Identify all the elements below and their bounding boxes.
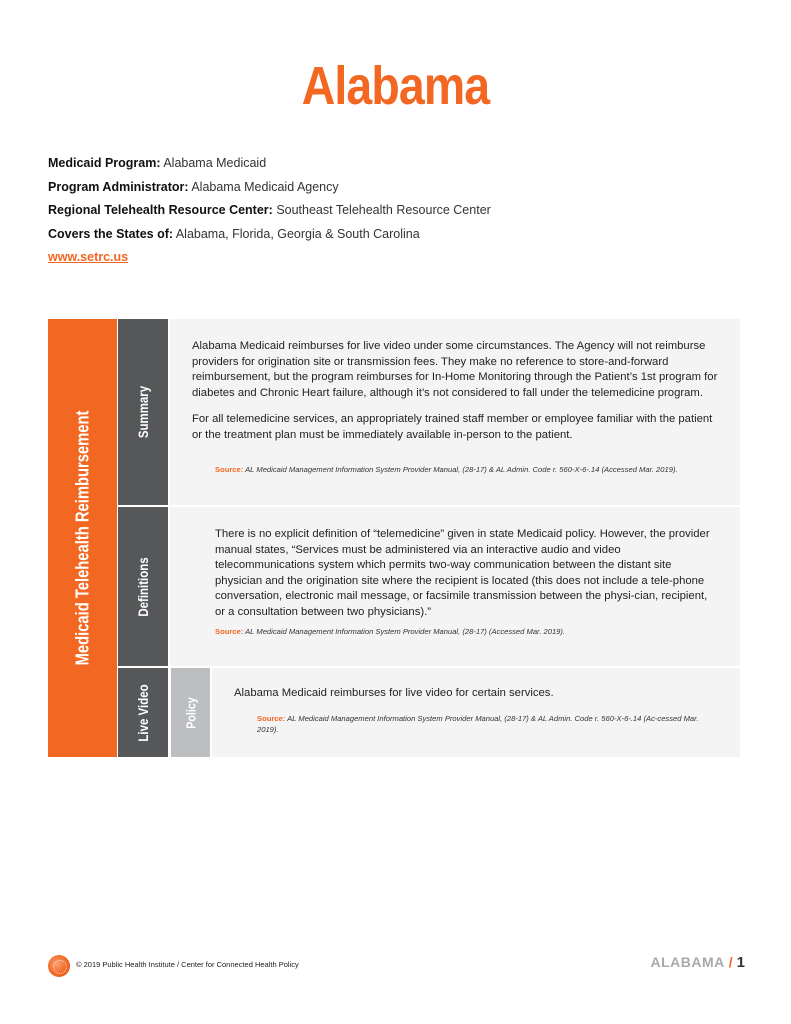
source-text: AL Medicaid Management Information System Provider Manual, (28-17) (Accessed Mar. 2019).	[243, 627, 566, 636]
live-video-paragraph: Alabama Medicaid reimburses for live video for certain services.	[234, 687, 554, 699]
summary-paragraph: Alabama Medicaid reimburses for live video under some circumstances. The Agency will not reimburse providers for origination site or transmission fees. They make no reference to store-and-forward reimbursement, but the program reimburses for In-Home Monitoring through the Patient’s 1st program for diabetes and Chronic Heart failure, although it’s not considered to fall under the telemedicine program.	[192, 340, 718, 399]
definitions-paragraph: There is no explicit definition of “telemedicine” given in state Medicaid policy. However, the provider manual states, “Services must be administered via an interactive audio and video telecommunications system which permits two-way communication between the distant site physician and the origination site where the recipient is located (this does not include a tele-phone conversation, electronic mail message, or facsimile transmission between the physi-cian, recipient, or a consultation between two physicians).”	[215, 528, 710, 618]
definitions-body	[215, 527, 720, 620]
side-label-bar	[48, 319, 117, 757]
meta-value: Alabama Medicaid Agency	[191, 179, 339, 194]
meta-value: Southeast Telehealth Resource Center	[276, 203, 491, 217]
footer-copyright: © 2019 Public Health Institute / Center for Connected Health Policy	[76, 960, 299, 969]
summary-source	[215, 465, 720, 476]
footer-state: ALABAMA	[650, 954, 725, 970]
program-info	[48, 152, 491, 270]
definitions-panel	[170, 507, 740, 666]
policy-label: Policy	[183, 696, 198, 729]
definitions-source	[215, 627, 720, 638]
summary-panel	[170, 319, 740, 505]
page-title: Alabama	[301, 56, 490, 116]
meta-key: Program Administrator:	[48, 179, 189, 194]
resource-center-row	[48, 199, 491, 223]
source-label: Source:	[215, 627, 244, 636]
meta-value: Alabama, Florida, Georgia & South Carolina	[175, 226, 420, 241]
source-label: Source:	[257, 714, 286, 723]
side-label: Medicaid Telehealth Reimbursement	[72, 410, 92, 666]
live-video-tab	[118, 668, 168, 757]
live-video-source	[257, 714, 717, 735]
meta-value: Alabama Medicaid	[163, 156, 267, 170]
live-video-panel	[212, 668, 740, 757]
source-text: AL Medicaid Management Information System Provider Manual, (28-17) & AL Admin. Code r. 560-X-6-.14 (Accessed Mar. 2019).	[243, 465, 678, 474]
definitions-tab	[118, 507, 168, 666]
summary-label: Summary	[135, 385, 151, 439]
meta-key: Regional Telehealth Resource Center:	[48, 203, 273, 217]
summary-body	[192, 339, 722, 443]
program-administrator-row	[48, 176, 491, 200]
meta-key: Covers the States of:	[48, 226, 174, 241]
page-label	[651, 954, 746, 972]
source-label: Source:	[215, 465, 244, 474]
live-video-label: Live Video	[135, 683, 151, 742]
cchp-logo-icon	[48, 955, 70, 977]
covers-states-row	[48, 223, 491, 247]
medicaid-program-row	[48, 152, 491, 176]
summary-tab	[118, 319, 168, 505]
summary-paragraph: For all telemedicine services, an appropriately trained staff member or employee familiar with the patient or the treatment plan must be immediately available in-person to the patient.	[192, 413, 713, 441]
page-number: 1	[736, 954, 745, 971]
policy-tab	[171, 668, 210, 757]
footer-separator: /	[728, 954, 733, 970]
source-text: AL Medicaid Management Information System Provider Manual, (28-17) & AL Admin. Code r. 560-X-6-.14 (Ac-cessed Mar. 2019).	[257, 714, 699, 734]
live-video-body	[234, 686, 734, 702]
website-row	[48, 246, 491, 270]
meta-key: Medicaid Program:	[48, 156, 161, 170]
website-link[interactable]: www.setrc.us	[48, 250, 129, 264]
reimbursement-table	[48, 319, 740, 757]
definitions-label: Definitions	[135, 556, 151, 617]
